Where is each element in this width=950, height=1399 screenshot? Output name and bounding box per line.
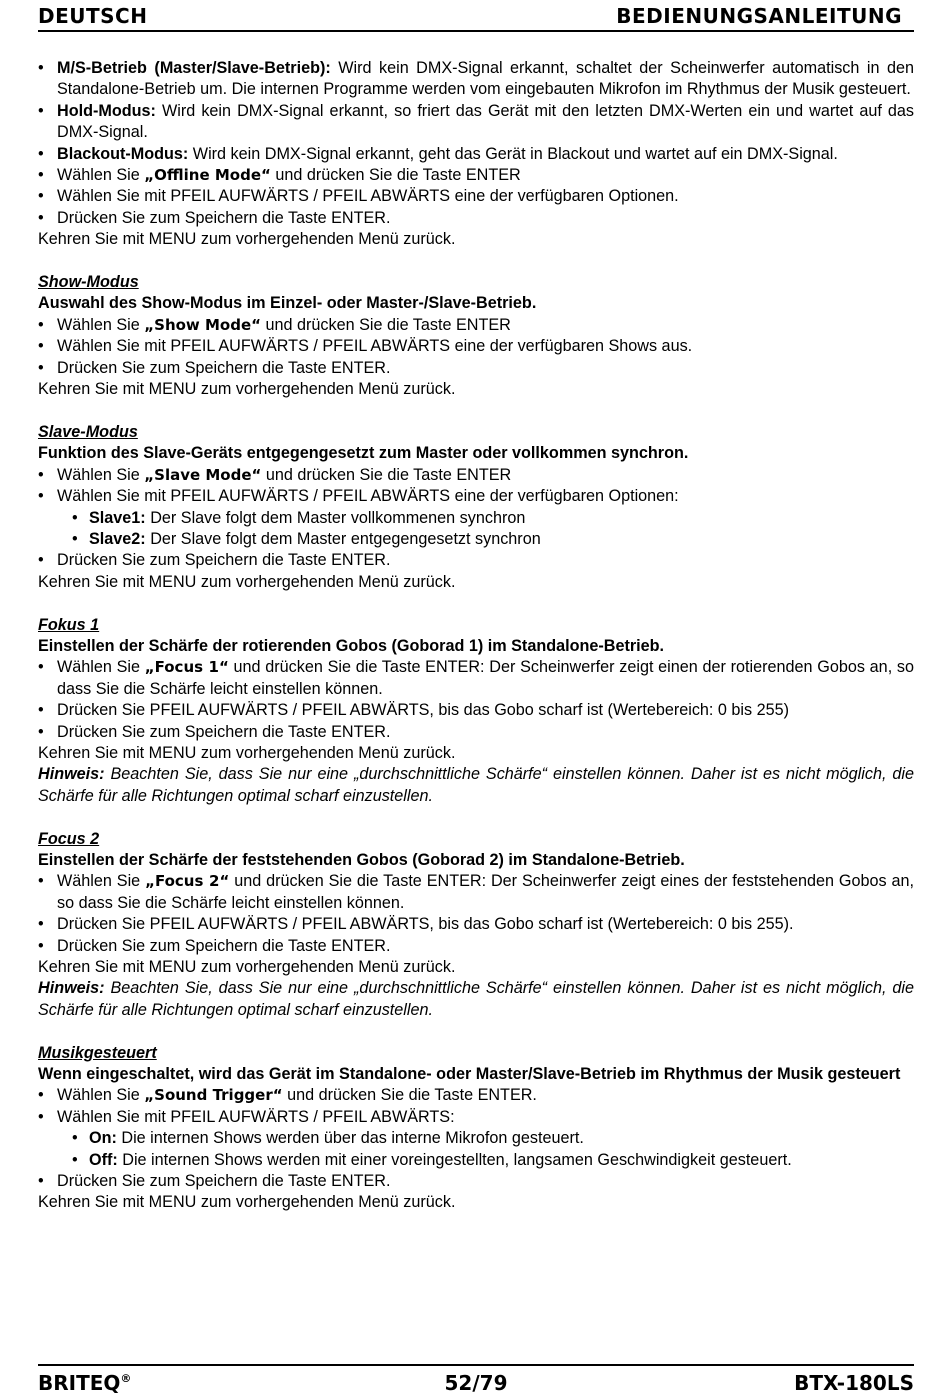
footer-brand: BRITEQ® <box>38 1371 132 1395</box>
list-item: • Blackout-Modus: Wird kein DMX-Signal erkannt, geht das Gerät in Blackout und wartet auf ein DMX-Signal. <box>38 144 914 165</box>
list-item: • Drücken Sie zum Speichern die Taste ENTER. <box>38 550 914 571</box>
bullet-icon: • <box>72 508 78 527</box>
list-item: • Wählen Sie „Focus 1“ und drücken Sie die Taste ENTER: Der Scheinwerfer zeigt einen der rotierenden Gobos an, so dass Sie die Schärfe leicht einstellen können. <box>38 658 915 698</box>
section-title: Show-Modus <box>38 273 139 292</box>
bullet-icon: • <box>72 1129 78 1148</box>
registered-mark: ® <box>120 1372 132 1385</box>
list-item: • Wählen Sie mit PFEIL AUFWÄRTS / PFEIL ABWÄRTS: <box>38 1107 914 1128</box>
note-label: Hinweis: <box>38 765 105 784</box>
bullet-icon: • <box>38 1086 44 1105</box>
section-subtitle: Wenn eingeschaltet, wird das Gerät im Standalone- oder Master/Slave-Betrieb im Rhythmus der Musik gesteuert <box>38 1065 901 1084</box>
page-content <box>38 58 914 1214</box>
bullet-icon: • <box>38 872 44 891</box>
list-item: • Wählen Sie mit PFEIL AUFWÄRTS / PFEIL ABWÄRTS eine der verfügbaren Optionen: <box>38 486 914 507</box>
list-item: • Drücken Sie zum Speichern die Taste ENTER. <box>38 1171 914 1192</box>
section-title: Slave-Modus <box>38 422 138 441</box>
bullet-icon: • <box>38 337 44 356</box>
back-instruction: Kehren Sie mit MENU zum vorhergehenden Menü zurück. <box>38 743 456 762</box>
section-subtitle: Einstellen der Schärfe der feststehenden Gobos (Goborad 2) im Standalone-Betrieb. <box>38 850 685 869</box>
list-item: • Wählen Sie „Show Mode“ und drücken Sie die Taste ENTER <box>38 315 914 336</box>
section-subtitle: Einstellen der Schärfe der rotierenden Gobos (Goborad 1) im Standalone-Betrieb. <box>38 636 665 655</box>
list-item: • Wählen Sie „Slave Mode“ und drücken Sie die Taste ENTER <box>38 465 914 486</box>
sub-list-item: • On: Die internen Shows werden über das interne Mikrofon gesteuert. <box>38 1128 914 1149</box>
bullet-icon: • <box>38 101 44 120</box>
bullet-icon: • <box>38 187 44 206</box>
note-label: Hinweis: <box>38 979 105 998</box>
menu-option-name: „Show Mode“ <box>144 315 262 334</box>
list-item: • Drücken Sie PFEIL AUFWÄRTS / PFEIL ABWÄRTS, bis das Gobo scharf ist (Wertebereich: 0 bis 255) <box>38 700 914 721</box>
header-language: DEUTSCH <box>38 4 148 28</box>
list-item: • Wählen Sie mit PFEIL AUFWÄRTS / PFEIL ABWÄRTS eine der verfügbaren Shows aus. <box>38 336 914 357</box>
bullet-icon: • <box>38 1172 44 1191</box>
bullet-icon: • <box>38 358 44 377</box>
list-item: • Wählen Sie „Sound Trigger“ und drücken Sie die Taste ENTER. <box>38 1085 914 1106</box>
section-title: Focus 2 <box>38 829 100 848</box>
menu-option-name: „Sound Trigger“ <box>144 1086 283 1105</box>
bullet-icon: • <box>38 465 44 484</box>
bullet-icon: • <box>38 722 44 741</box>
bullet-icon: • <box>38 915 44 934</box>
bullet-icon: • <box>38 658 44 677</box>
list-item: • Wählen Sie mit PFEIL AUFWÄRTS / PFEIL ABWÄRTS eine der verfügbaren Optionen. <box>38 186 914 207</box>
list-item: • Drücken Sie zum Speichern die Taste ENTER. <box>38 722 914 743</box>
bullet-icon: • <box>38 701 44 720</box>
bullet-icon: • <box>72 529 78 548</box>
bullet-icon: • <box>38 1107 44 1126</box>
section-subtitle: Auswahl des Show-Modus im Einzel- oder Master-/Slave-Betrieb. <box>38 294 537 313</box>
bullet-icon: • <box>38 487 44 506</box>
menu-option-name: „Offline Mode“ <box>144 166 271 185</box>
bullet-icon: • <box>72 1150 78 1169</box>
list-item: • Wählen Sie „Offline Mode“ und drücken Sie die Taste ENTER <box>38 165 914 186</box>
bullet-icon: • <box>38 208 44 227</box>
list-item: • M/S-Betrieb (Master/Slave-Betrieb): Wird kein DMX-Signal erkannt, schaltet der Scheinwerfer automatisch in den Standalone-Betrieb um. Die internen Programme werden vom eingebauten Mikrofon im Rhythmus der Musik gesteuert. <box>38 59 914 99</box>
bullet-icon: • <box>38 144 44 163</box>
bullet-icon: • <box>38 315 44 334</box>
list-item: • Drücken Sie zum Speichern die Taste ENTER. <box>38 358 914 379</box>
bullet-icon: • <box>38 551 44 570</box>
section-subtitle: Funktion des Slave-Geräts entgegengesetzt zum Master oder vollkommen synchron. <box>38 444 689 463</box>
sub-list-item: • Off: Die internen Shows werden mit einer voreingestellten, langsamen Geschwindigkeit gesteuert. <box>38 1150 914 1171</box>
header-doc-title: BEDIENUNGSANLEITUNG <box>616 4 902 28</box>
list-item: • Wählen Sie „Focus 2“ und drücken Sie die Taste ENTER: Der Scheinwerfer zeigt eines der feststehenden Gobos an, so dass Sie die Schärfe leicht einstellen können. <box>38 872 915 912</box>
footer-model: BTX-180LS <box>794 1371 914 1395</box>
menu-option-name: „Focus 2“ <box>145 872 230 891</box>
page-footer <box>38 1364 914 1399</box>
list-item: • Drücken Sie zum Speichern die Taste ENTER. <box>38 208 914 229</box>
section-title: Musikgesteuert <box>38 1043 157 1062</box>
page-header <box>38 2 914 32</box>
section-title: Fokus 1 <box>38 615 100 634</box>
back-instruction: Kehren Sie mit MENU zum vorhergehenden Menü zurück. <box>38 380 456 399</box>
back-instruction: Kehren Sie mit MENU zum vorhergehenden Menü zurück. <box>38 1193 456 1212</box>
menu-option-name: „Focus 1“ <box>144 658 229 677</box>
list-item: • Drücken Sie PFEIL AUFWÄRTS / PFEIL ABWÄRTS, bis das Gobo scharf ist (Wertebereich: 0 bis 255). <box>38 914 914 935</box>
bullet-icon: • <box>38 59 44 77</box>
page-number: 52/79 <box>444 1371 508 1395</box>
back-instruction: Kehren Sie mit MENU zum vorhergehenden Menü zurück. <box>38 958 456 976</box>
bullet-icon: • <box>38 936 44 955</box>
note: Hinweis: Beachten Sie, dass Sie nur eine „durchschnittliche Schärfe“ einstellen können. Daher ist es nicht möglich, die Schärfe für alle Richtungen optimal scharf einzustellen. <box>38 765 914 805</box>
sub-list-item: • Slave1: Der Slave folgt dem Master vollkommenen synchron <box>38 508 914 529</box>
back-instruction: Kehren Sie mit MENU zum vorhergehenden Menü zurück. <box>38 572 456 591</box>
list-item: • Drücken Sie zum Speichern die Taste ENTER. <box>38 936 914 957</box>
list-item: • Hold-Modus: Wird kein DMX-Signal erkannt, so friert das Gerät mit den letzten DMX-Werten ein und wartet auf das DMX-Signal. <box>38 101 914 142</box>
note: Hinweis: Beachten Sie, dass Sie nur eine „durchschnittliche Schärfe“ einstellen können. Daher ist es nicht möglich, die Schärfe für alle Richtungen optimal scharf einzustellen. <box>38 979 914 1019</box>
sub-list-item: • Slave2: Der Slave folgt dem Master entgegengesetzt synchron <box>38 529 914 550</box>
back-instruction: Kehren Sie mit MENU zum vorhergehenden Menü zurück. <box>38 230 456 249</box>
menu-option-name: „Slave Mode“ <box>144 465 262 484</box>
bullet-icon: • <box>38 166 44 185</box>
